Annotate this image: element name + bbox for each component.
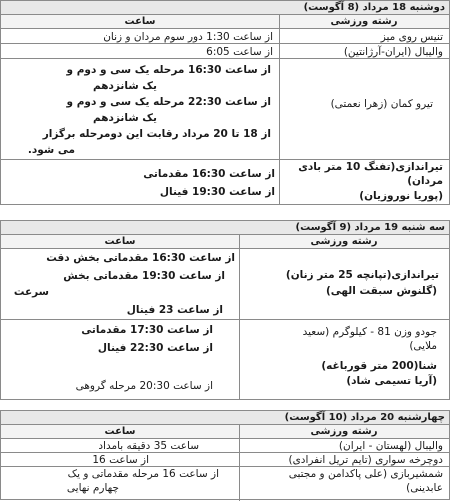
time-cell: از ساعت 6:05 [206,46,273,58]
sport-cell: والیبال (ایران-آرژانتین) [343,46,443,58]
sport-line: ملایی) [409,340,437,352]
time-line: از ساعت 20:30 مرحله گروهی [75,380,213,392]
sport-line: تیراندازی(تفنگ 10 متر بادی [298,161,443,173]
time-line: از ساعت 16 مرحله مقدماتی و یک [67,468,219,480]
day-table-wednesday [0,410,450,500]
sport-line: (آریا تسیمی شاد) [346,375,437,387]
sport-cell: تیرو کمان (زهرا نعمتی) [330,98,433,110]
sport-cell: تنیس روی میز [380,31,443,43]
time-line: از 18 تا 20 مرداد رقابت این دومرحله برگزار [42,128,271,140]
time-line: چهارم نهایی [66,482,119,494]
time-cell: از ساعت 1:30 دور سوم مردان و زنان [103,31,273,43]
header-time: ساعت [1,425,239,439]
time-line: از ساعت 22:30 فینال [97,342,213,354]
sport-line: (گلنوش سبقت الهی) [325,285,437,297]
time-line: از ساعت 23 فینال [126,304,223,316]
day-table-monday [0,0,450,205]
header-time: ساعت [1,15,279,29]
header-sport: رشته ورزشی [279,15,449,29]
time-line: یک شانزدهم [93,112,157,124]
time-line: می شود. [27,144,75,156]
day-title: دوشنبه 18 مرداد (8 آگوست) [1,1,449,15]
time-line: از ساعت 16:30 مقدماتی [143,168,275,180]
sport-line: تیراندازی(تپانچه 25 متر زنان) [285,269,439,281]
header-sport: رشته ورزشی [239,425,449,439]
day-title: چهارشنبه 20 مرداد (10 آگوست) [1,411,449,425]
day-table-tuesday [0,220,450,400]
sport-line: عابدینی) [406,482,443,494]
sport-line: شمشیربازی (علی پاکدامن و مجتبی [288,468,443,480]
sport-line: (پوریا نوروزیان) [359,190,443,202]
sport-line: جودو وزن 81 - کیلوگرم (سعید [302,326,437,338]
time-line: از ساعت 17:30 مقدماتی [81,324,213,336]
sport-line: شنا(200 متر قورباغه) [321,360,437,372]
time-line: از ساعت 19:30 فینال [159,186,275,198]
time-line: از ساعت 22:30 مرحله یک سی و دوم و [66,96,271,108]
header-time: ساعت [1,235,239,249]
time-line: از ساعت 16:30 مرحله یک سی و دوم و [66,64,271,76]
time-line: از ساعت 19:30 مقدماتی بخش [63,270,225,282]
sport-cell: دوچرخه سواری (تایم تریل انفرادی) [288,454,443,466]
sport-cell: والیبال (لهستان - ایران) [338,440,443,452]
day-title: سه شنبه 19 مرداد (9 آگوست) [1,221,449,235]
time-cell: از ساعت 16 [92,454,149,466]
time-cell: ساعت 35 دقیقه بامداد [98,440,199,452]
sport-line: مردان) [407,175,443,187]
time-line: از ساعت 16:30 مقدماتی بخش دقت [46,252,235,264]
time-line: یک شانزدهم [93,80,157,92]
header-sport: رشته ورزشی [239,235,449,249]
time-line: سرعت [13,286,49,298]
